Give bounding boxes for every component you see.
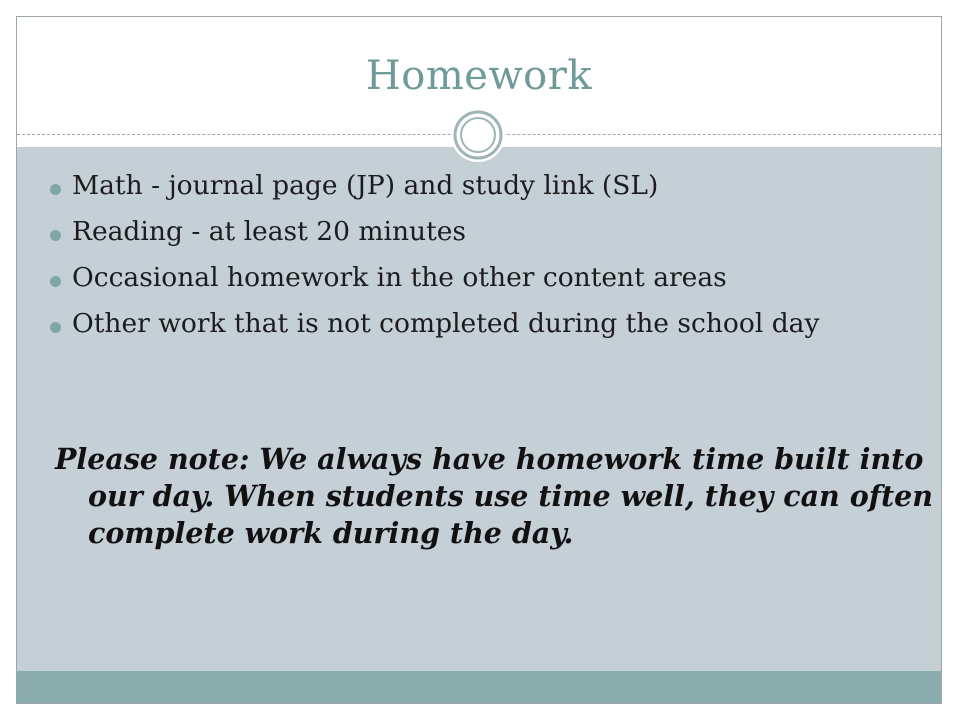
bullet-icon [50, 276, 61, 287]
bullet-list [50, 169, 910, 353]
bullet-item [50, 261, 910, 294]
bullet-item [50, 215, 910, 248]
bullet-text: Occasional homework in the other content areas [72, 262, 727, 293]
bullet-text: Reading - at least 20 minutes [72, 216, 467, 247]
homework-note: Please note: We always have homework time built into our day. When students use time well, they can often complete work during the day. [55, 442, 933, 550]
bullet-item [50, 169, 910, 202]
circle-ornament-icon [450, 107, 506, 163]
bullet-item [50, 307, 910, 340]
bullet-icon [50, 184, 61, 195]
bullet-icon [50, 230, 61, 241]
bullet-text: Other work that is not completed during the school day [72, 308, 820, 339]
footer-band [17, 671, 941, 704]
bullet-icon [50, 322, 61, 333]
bullet-text: Math - journal page (JP) and study link (SL) [72, 170, 659, 201]
slide-title: Homework [365, 53, 593, 99]
slide [16, 16, 942, 704]
